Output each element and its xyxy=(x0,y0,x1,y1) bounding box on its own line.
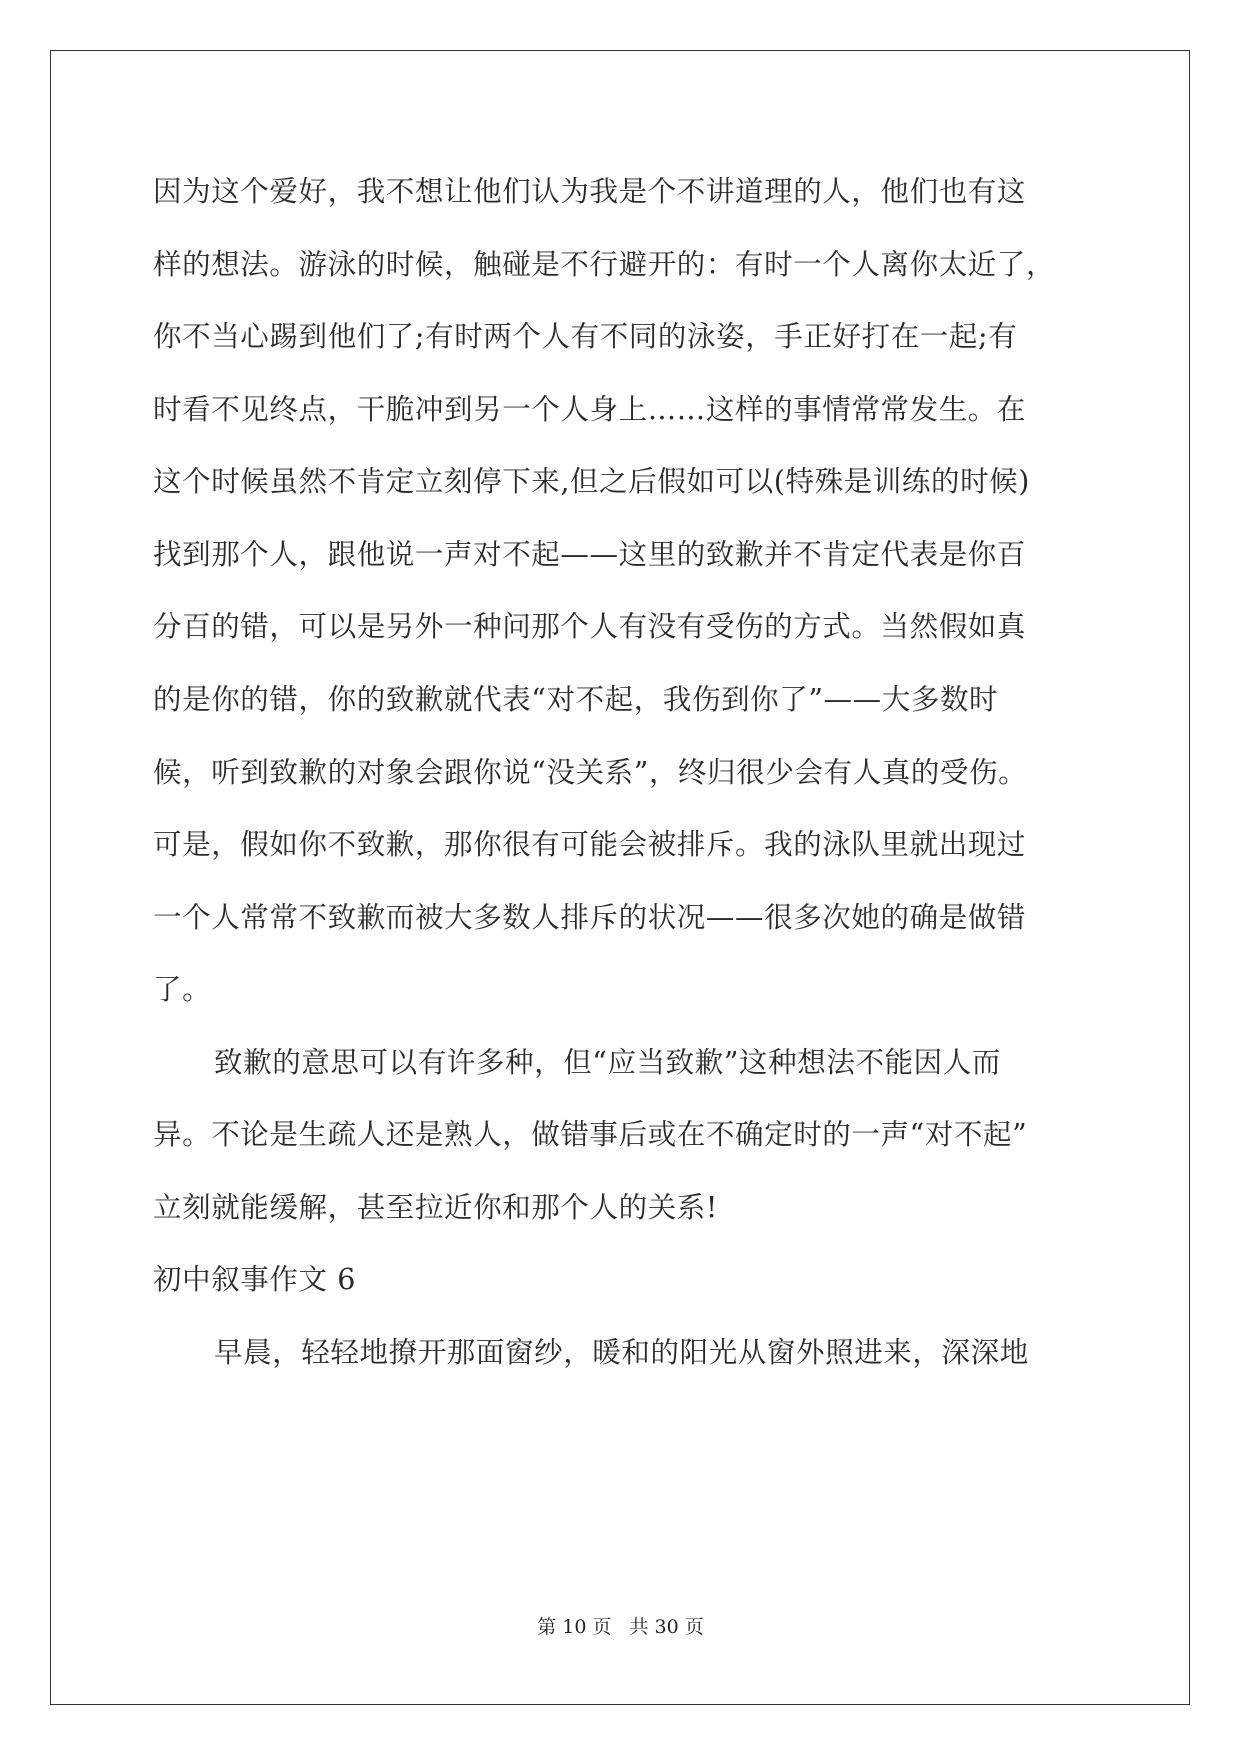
body-line: 你不当心踢到他们了;有时两个人有不同的泳姿，手正好打在一起;有 xyxy=(153,320,1018,353)
body-line: 样的想法。游泳的时候，触碰是不行避开的：有时一个人离你太近了， xyxy=(153,248,1056,281)
body-line: 因为这个爱好，我不想让他们认为我是个不讲道理的人，他们也有这 xyxy=(153,175,1027,208)
body-line: 找到那个人，跟他说一声对不起——这里的致歉并不肯定代表是你百 xyxy=(153,538,1027,571)
page-number: 第 10 页 xyxy=(537,1616,612,1638)
page-total: 共 30 页 xyxy=(629,1616,704,1638)
body-line: 分百的错，可以是另外一种问那个人有没有受伤的方式。当然假如真 xyxy=(153,610,1027,643)
body-line: 这个时候虽然不肯定立刻停下来,但之后假如可以(特殊是训练的时候) xyxy=(153,465,1030,498)
body-line: 的是你的错，你的致歉就代表“对不起，我伤到你了”——大多数时 xyxy=(153,683,999,716)
page-footer xyxy=(0,1614,1241,1640)
body-line: 时看不见终点，干脆冲到另一个人身上……这样的事情常常发生。在 xyxy=(153,393,1027,426)
section-heading: 初中叙事作文 6 xyxy=(153,1263,356,1296)
body-line: 一个人常常不致歉而被大多数人排斥的状况——很多次她的确是做错 xyxy=(153,901,1027,934)
paragraph-first-line: 致歉的意思可以有许多种，但“应当致歉”这种想法不能因人而 xyxy=(214,1046,1001,1079)
paragraph-first-line: 早晨，轻轻地撩开那面窗纱，暖和的阳光从窗外照进来，深深地 xyxy=(214,1336,1029,1369)
body-line: 立刻就能缓解，甚至拉近你和那个人的关系! xyxy=(153,1191,718,1224)
body-line: 可是，假如你不致歉，那你很有可能会被排斥。我的泳队里就出现过 xyxy=(153,828,1027,861)
body-line: 了。 xyxy=(153,973,212,1006)
body-line: 异。不论是生疏人还是熟人，做错事后或在不确定时的一声“对不起” xyxy=(153,1118,1028,1151)
page-border xyxy=(50,50,1190,1705)
body-line: 候，听到致歉的对象会跟你说“没关系”，终归很少会有人真的受伤。 xyxy=(153,756,1028,789)
